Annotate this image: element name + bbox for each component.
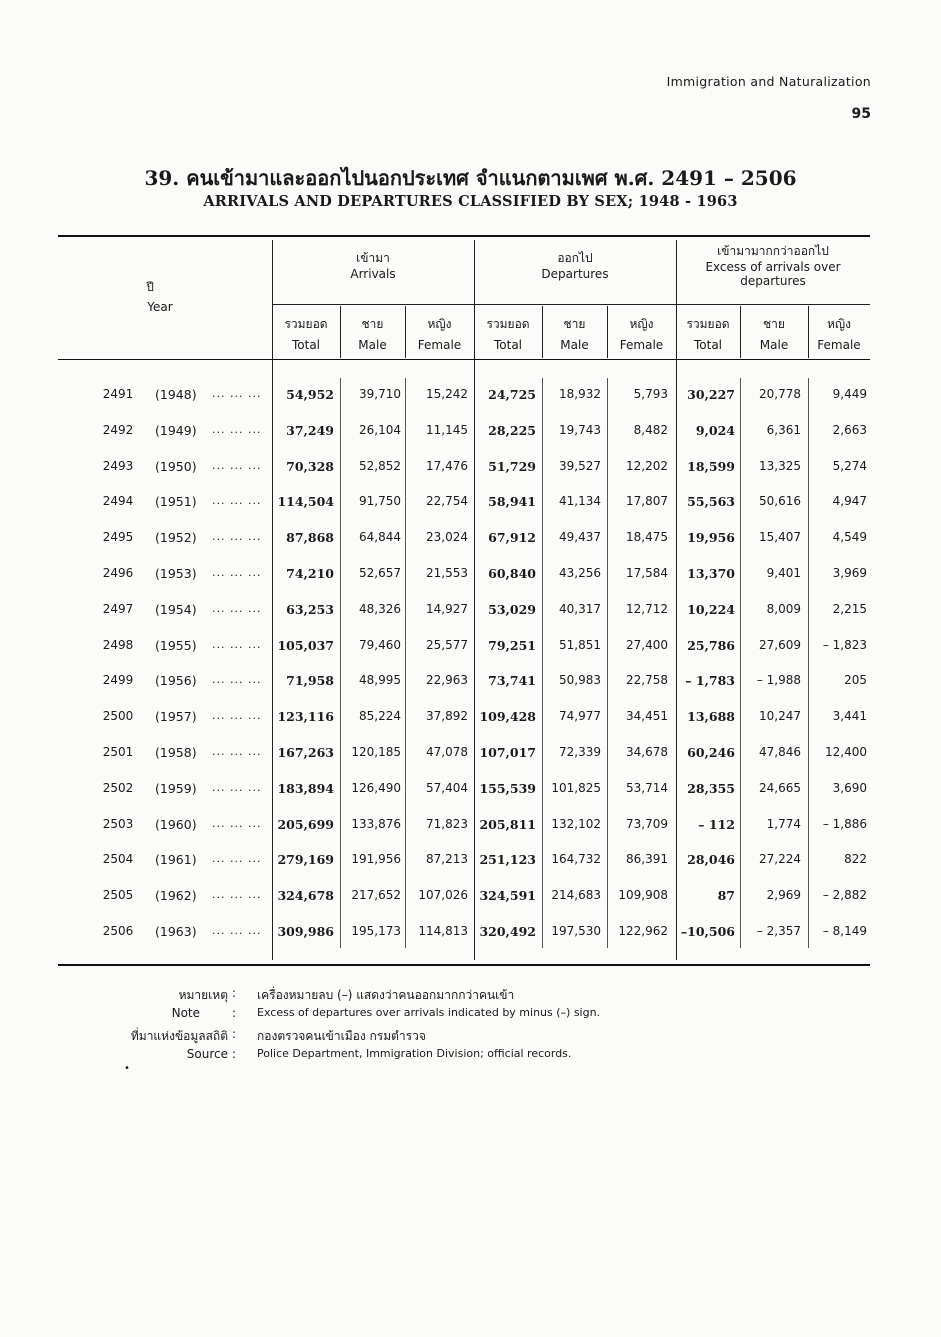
table-cell: 109,428 (479, 709, 536, 725)
row-leader-dots: ... ... ... (212, 387, 262, 400)
table-cell: –10,506 (680, 924, 735, 939)
row-year-thai: 2494 (102, 494, 134, 509)
table-cell: 87,868 (286, 530, 334, 546)
row-leader-dots: ... ... ... (212, 888, 262, 902)
table-cell: 43,256 (559, 566, 601, 580)
row-leader-dots: ... ... ... (212, 673, 262, 687)
subheader-english: Male (759, 338, 789, 352)
row-leader-dots: ... ... ... (212, 601, 262, 615)
subheader-thai: ชาย (563, 317, 586, 331)
subheader-english: Female (619, 338, 664, 352)
table-bottom-rule (58, 964, 870, 966)
table-cell: 10,247 (759, 709, 801, 724)
row-year-thai: 2496 (102, 566, 134, 580)
table-cell: 67,912 (488, 530, 536, 546)
group-header-rule (272, 304, 870, 305)
subheader-english: Male (358, 338, 387, 352)
column-divider (740, 378, 741, 948)
row-leader-dots: ... ... ... (212, 924, 262, 937)
table-cell: – 1,783 (685, 673, 735, 689)
table-cell: 41,134 (559, 494, 601, 509)
subheader-thai: ชาย (361, 317, 384, 331)
source-row (0, 1047, 941, 1067)
table-cell: 50,616 (759, 494, 801, 509)
arrivals-header-thai: เข้ามา (356, 251, 390, 265)
table-cell: 12,712 (626, 601, 668, 616)
table-cell: 324,591 (479, 888, 536, 904)
row-leader-dots: ... ... ... (212, 852, 262, 866)
table-cell: 5,793 (633, 387, 668, 401)
row-year-thai: 2506 (102, 924, 134, 938)
table-cell: 6,361 (766, 422, 801, 437)
row-year-gregorian: (1960) (155, 816, 197, 832)
table-cell: 3,441 (832, 709, 867, 724)
table-cell: 19,743 (559, 422, 601, 437)
table-cell: 27,400 (626, 637, 668, 652)
subheader-english: Total (291, 338, 321, 352)
table-cell: 39,527 (559, 458, 601, 473)
table-cell: 63,253 (286, 601, 334, 617)
table-cell: 3,690 (832, 780, 867, 795)
row-leader-dots: ... ... ... (212, 422, 262, 436)
subheader-english: Male (560, 338, 589, 352)
table-cell: 60,246 (687, 745, 735, 760)
table-cell: – 1,988 (756, 673, 801, 688)
table-cell: 24,665 (759, 780, 801, 795)
excess-header-thai: เข้ามามากกว่าออกไป (717, 244, 829, 258)
row-year-gregorian: (1962) (155, 888, 197, 904)
row-year-gregorian: (1952) (155, 530, 197, 546)
table-cell: 23,024 (426, 530, 468, 545)
table-cell: 309,986 (277, 924, 334, 939)
subheader-thai: หญิง (629, 317, 654, 331)
table-cell: 167,263 (277, 745, 334, 760)
source-thai-row (0, 1027, 941, 1047)
table-cell: 28,355 (687, 780, 735, 796)
table-cell: 39,710 (359, 387, 401, 401)
subheader-thai: หญิง (827, 317, 851, 331)
header-bottom-rule (58, 359, 870, 360)
table-cell: 9,401 (766, 566, 801, 580)
column-divider (808, 378, 809, 948)
row-leader-dots: ... ... ... (212, 709, 262, 723)
table-cell: 17,476 (426, 458, 468, 473)
table-cell: 2,969 (766, 888, 801, 903)
table-cell: 10,224 (687, 601, 735, 617)
table-title-thai: 39. คนเข้ามาและออกไปนอกประเทศ จำแนกตามเพศ พ.ศ. 2491 – 2506 (144, 166, 797, 190)
table-cell: 132,102 (551, 816, 601, 831)
table-cell: 191,956 (351, 852, 401, 867)
table-cell: 37,249 (286, 422, 334, 438)
table-cell: 197,530 (551, 924, 601, 938)
table-cell: 27,609 (759, 637, 801, 652)
table-cell: 5,274 (832, 458, 867, 473)
row-year-thai: 2499 (102, 673, 134, 688)
row-year-thai: 2493 (102, 458, 134, 473)
table-cell: – 2,882 (822, 888, 867, 903)
colon: : (232, 1006, 237, 1020)
table-cell: 279,169 (277, 852, 334, 868)
table-cell: 122,962 (618, 924, 668, 938)
table-cell: 205,811 (479, 816, 536, 832)
colon: : (232, 986, 237, 1000)
row-leader-dots: ... ... ... (212, 458, 262, 472)
table-cell: 54,952 (286, 387, 334, 402)
row-year-gregorian: (1963) (155, 924, 197, 939)
note-text: Excess of departures over arrivals indicated by minus (–) sign. (257, 1006, 601, 1019)
subheader-thai: รวมยอด (486, 317, 530, 331)
table-cell: 12,400 (825, 745, 867, 759)
subheader-thai: รวมยอด (284, 317, 328, 331)
table-cell: 13,325 (759, 458, 801, 473)
row-year-gregorian: (1950) (155, 458, 197, 474)
table-cell: 12,202 (626, 458, 668, 473)
colon: : (232, 1047, 237, 1061)
table-cell: 25,577 (426, 637, 468, 652)
table-cell: 70,328 (286, 458, 334, 474)
row-year-gregorian: (1956) (155, 673, 197, 689)
table-top-rule (58, 235, 870, 237)
table-cell: 14,927 (426, 601, 468, 616)
table-cell: 19,956 (687, 530, 735, 546)
table-cell: 28,046 (687, 852, 735, 868)
table-cell: 320,492 (479, 924, 536, 939)
column-divider (405, 378, 406, 948)
table-cell: 22,963 (426, 673, 468, 688)
source-label: Source (186, 1047, 228, 1061)
table-cell: 74,210 (286, 566, 334, 581)
table-cell: 4,947 (832, 494, 867, 509)
table-cell: 53,029 (488, 601, 536, 617)
table-cell: 26,104 (359, 422, 401, 437)
table-cell: 25,786 (687, 637, 735, 653)
table-cell: 53,714 (626, 780, 668, 795)
table-cell: 79,460 (359, 637, 401, 652)
table-cell: 47,846 (759, 745, 801, 759)
table-cell: 20,778 (759, 387, 801, 401)
table-cell: 74,977 (559, 709, 601, 724)
row-leader-dots: ... ... ... (212, 494, 262, 508)
table-cell: 51,851 (559, 637, 601, 652)
table-cell: 73,741 (488, 673, 536, 689)
table-cell: 34,451 (626, 709, 668, 724)
row-year-gregorian: (1954) (155, 601, 197, 617)
note-row (0, 1006, 941, 1026)
table-cell: 183,894 (277, 780, 334, 796)
table-cell: 15,407 (759, 530, 801, 545)
table-cell: 3,969 (832, 566, 867, 580)
table-cell: 822 (844, 852, 867, 867)
table-cell: 205,699 (277, 816, 334, 832)
table-cell: 9,024 (695, 422, 735, 438)
row-year-thai: 2504 (102, 852, 134, 867)
table-cell: 123,116 (277, 709, 334, 725)
running-head: Immigration and Naturalization (666, 74, 871, 89)
table-cell: – 8,149 (822, 924, 867, 938)
table-cell: 47,078 (426, 745, 468, 759)
row-year-thai: 2495 (102, 530, 134, 545)
table-cell: 21,553 (426, 566, 468, 580)
subheader-thai: ชาย (763, 317, 785, 331)
table-cell: 91,750 (359, 494, 401, 509)
excess-header-english: departures (740, 274, 806, 288)
table-cell: 87 (717, 888, 735, 904)
table-cell: – 1,886 (822, 816, 867, 831)
table-cell: 4,549 (832, 530, 867, 545)
table-cell: 71,958 (286, 673, 334, 689)
row-year-thai: 2500 (102, 709, 134, 724)
table-cell: 57,404 (426, 780, 468, 795)
table-title-english: ARRIVALS AND DEPARTURES CLASSIFIED BY SEX; 1948 - 1963 (203, 193, 738, 210)
table-cell: 52,657 (359, 566, 401, 580)
table-cell: 40,317 (559, 601, 601, 616)
table-cell: 72,339 (559, 745, 601, 759)
table-cell: 114,813 (418, 924, 468, 938)
table-cell: 58,941 (488, 494, 536, 510)
page-number: 95 (851, 106, 871, 122)
column-divider (607, 378, 608, 948)
subheader-english: Female (817, 338, 861, 352)
table-cell: 27,224 (759, 852, 801, 867)
row-year-gregorian: (1953) (155, 566, 197, 581)
row-year-thai: 2498 (102, 637, 134, 652)
table-cell: 60,840 (488, 566, 536, 581)
table-cell: 155,539 (479, 780, 536, 796)
row-year-gregorian: (1951) (155, 494, 197, 510)
table-cell: 195,173 (351, 924, 401, 938)
table-cell: 22,758 (626, 673, 668, 688)
row-year-thai: 2492 (102, 422, 134, 437)
table-cell: 79,251 (488, 637, 536, 653)
table-cell: 73,709 (626, 816, 668, 831)
table-cell: 109,908 (618, 888, 668, 903)
remark-row (0, 986, 941, 1006)
row-year-thai: 2497 (102, 601, 134, 616)
row-year-gregorian: (1955) (155, 637, 197, 653)
table-cell: 18,475 (626, 530, 668, 545)
departures-header-thai: ออกไป (557, 251, 593, 265)
year-header-english: Year (147, 300, 173, 314)
table-cell: 133,876 (351, 816, 401, 831)
table-cell: 8,482 (633, 422, 668, 437)
arrivals-header-english: Arrivals (350, 267, 396, 281)
row-leader-dots: ... ... ... (212, 745, 262, 758)
table-cell: 34,678 (626, 745, 668, 759)
row-year-thai: 2505 (102, 888, 134, 903)
row-year-gregorian: (1961) (155, 852, 197, 868)
table-cell: 51,729 (488, 458, 536, 474)
row-year-gregorian: (1959) (155, 780, 197, 796)
stray-dot-mark: • (124, 1063, 130, 1074)
table-cell: 8,009 (766, 601, 801, 616)
table-cell: 217,652 (351, 888, 401, 903)
table-cell: 1,774 (766, 816, 801, 831)
table-cell: 30,227 (687, 387, 735, 402)
table-cell: 114,504 (277, 494, 334, 510)
table-cell: – 1,823 (822, 637, 867, 652)
table-cell: 17,807 (626, 494, 668, 509)
colon: : (232, 1027, 237, 1041)
table-cell: 13,370 (687, 566, 735, 581)
source-text: Police Department, Immigration Division; official records. (257, 1047, 572, 1060)
table-cell: 18,599 (687, 458, 735, 474)
row-year-gregorian: (1957) (155, 709, 197, 725)
table-cell: 2,215 (832, 601, 867, 616)
subheader-english: Total (493, 338, 523, 352)
table-cell: 28,225 (488, 422, 536, 438)
remark-label: หมายเหตุ (178, 988, 228, 1002)
table-cell: 18,932 (559, 387, 601, 401)
table-cell: 87,213 (426, 852, 468, 867)
table-cell: 164,732 (551, 852, 601, 867)
table-cell: 50,983 (559, 673, 601, 688)
excess-header-english: Excess of arrivals over (705, 260, 841, 274)
table-cell: 107,017 (479, 745, 536, 760)
table-cell: 52,852 (359, 458, 401, 473)
table-cell: 205 (844, 673, 867, 688)
row-year-gregorian: (1948) (155, 387, 197, 402)
row-year-thai: 2503 (102, 816, 134, 831)
subheader-english: Female (417, 338, 462, 352)
year-header-thai: ปี (146, 280, 154, 294)
table-cell: 251,123 (479, 852, 536, 868)
row-year-thai: 2501 (102, 745, 134, 759)
table-cell: 15,242 (426, 387, 468, 401)
row-leader-dots: ... ... ... (212, 637, 262, 651)
table-cell: 22,754 (426, 494, 468, 509)
table-cell: 17,584 (626, 566, 668, 580)
row-leader-dots: ... ... ... (212, 530, 262, 544)
table-cell: – 2,357 (756, 924, 801, 938)
table-cell: 120,185 (351, 745, 401, 759)
column-divider (340, 378, 341, 948)
table-cell: 71,823 (426, 816, 468, 831)
table-cell: 37,892 (426, 709, 468, 724)
table-cell: 48,995 (359, 673, 401, 688)
table-cell: – 112 (698, 816, 735, 832)
row-year-gregorian: (1949) (155, 422, 197, 438)
row-year-thai: 2491 (102, 387, 134, 401)
table-cell: 107,026 (418, 888, 468, 903)
table-cell: 105,037 (277, 637, 334, 653)
table-cell: 49,437 (559, 530, 601, 545)
row-leader-dots: ... ... ... (212, 816, 262, 830)
table-cell: 214,683 (551, 888, 601, 903)
table-cell: 86,391 (626, 852, 668, 867)
table-cell: 324,678 (277, 888, 334, 904)
row-leader-dots: ... ... ... (212, 780, 262, 794)
table-cell: 13,688 (687, 709, 735, 725)
subheader-thai: รวมยอด (686, 317, 730, 331)
table-cell: 55,563 (687, 494, 735, 510)
subheader-english: Total (693, 338, 723, 352)
source-label-thai: ที่มาแห่งข้อมูลสถิติ (130, 1029, 228, 1043)
table-cell: 64,844 (359, 530, 401, 545)
table-cell: 2,663 (832, 422, 867, 437)
row-leader-dots: ... ... ... (212, 566, 262, 579)
departures-header-english: Departures (541, 267, 609, 281)
table-cell: 101,825 (551, 780, 601, 795)
table-cell: 48,326 (359, 601, 401, 616)
row-year-thai: 2502 (102, 780, 134, 795)
remark-text: เครื่องหมายลบ (–) แสดงว่าคนออกมากกว่าคนเข้า (257, 988, 515, 1002)
table-cell: 85,224 (359, 709, 401, 724)
note-label: Note (171, 1006, 200, 1020)
table-cell: 126,490 (351, 780, 401, 795)
column-divider (542, 378, 543, 948)
table-cell: 11,145 (426, 422, 468, 437)
subheader-thai: หญิง (427, 317, 452, 331)
row-year-gregorian: (1958) (155, 745, 197, 760)
table-cell: 24,725 (488, 387, 536, 402)
table-cell: 9,449 (832, 387, 867, 401)
source-text-thai: กองตรวจคนเข้าเมือง กรมตำรวจ (257, 1029, 426, 1043)
